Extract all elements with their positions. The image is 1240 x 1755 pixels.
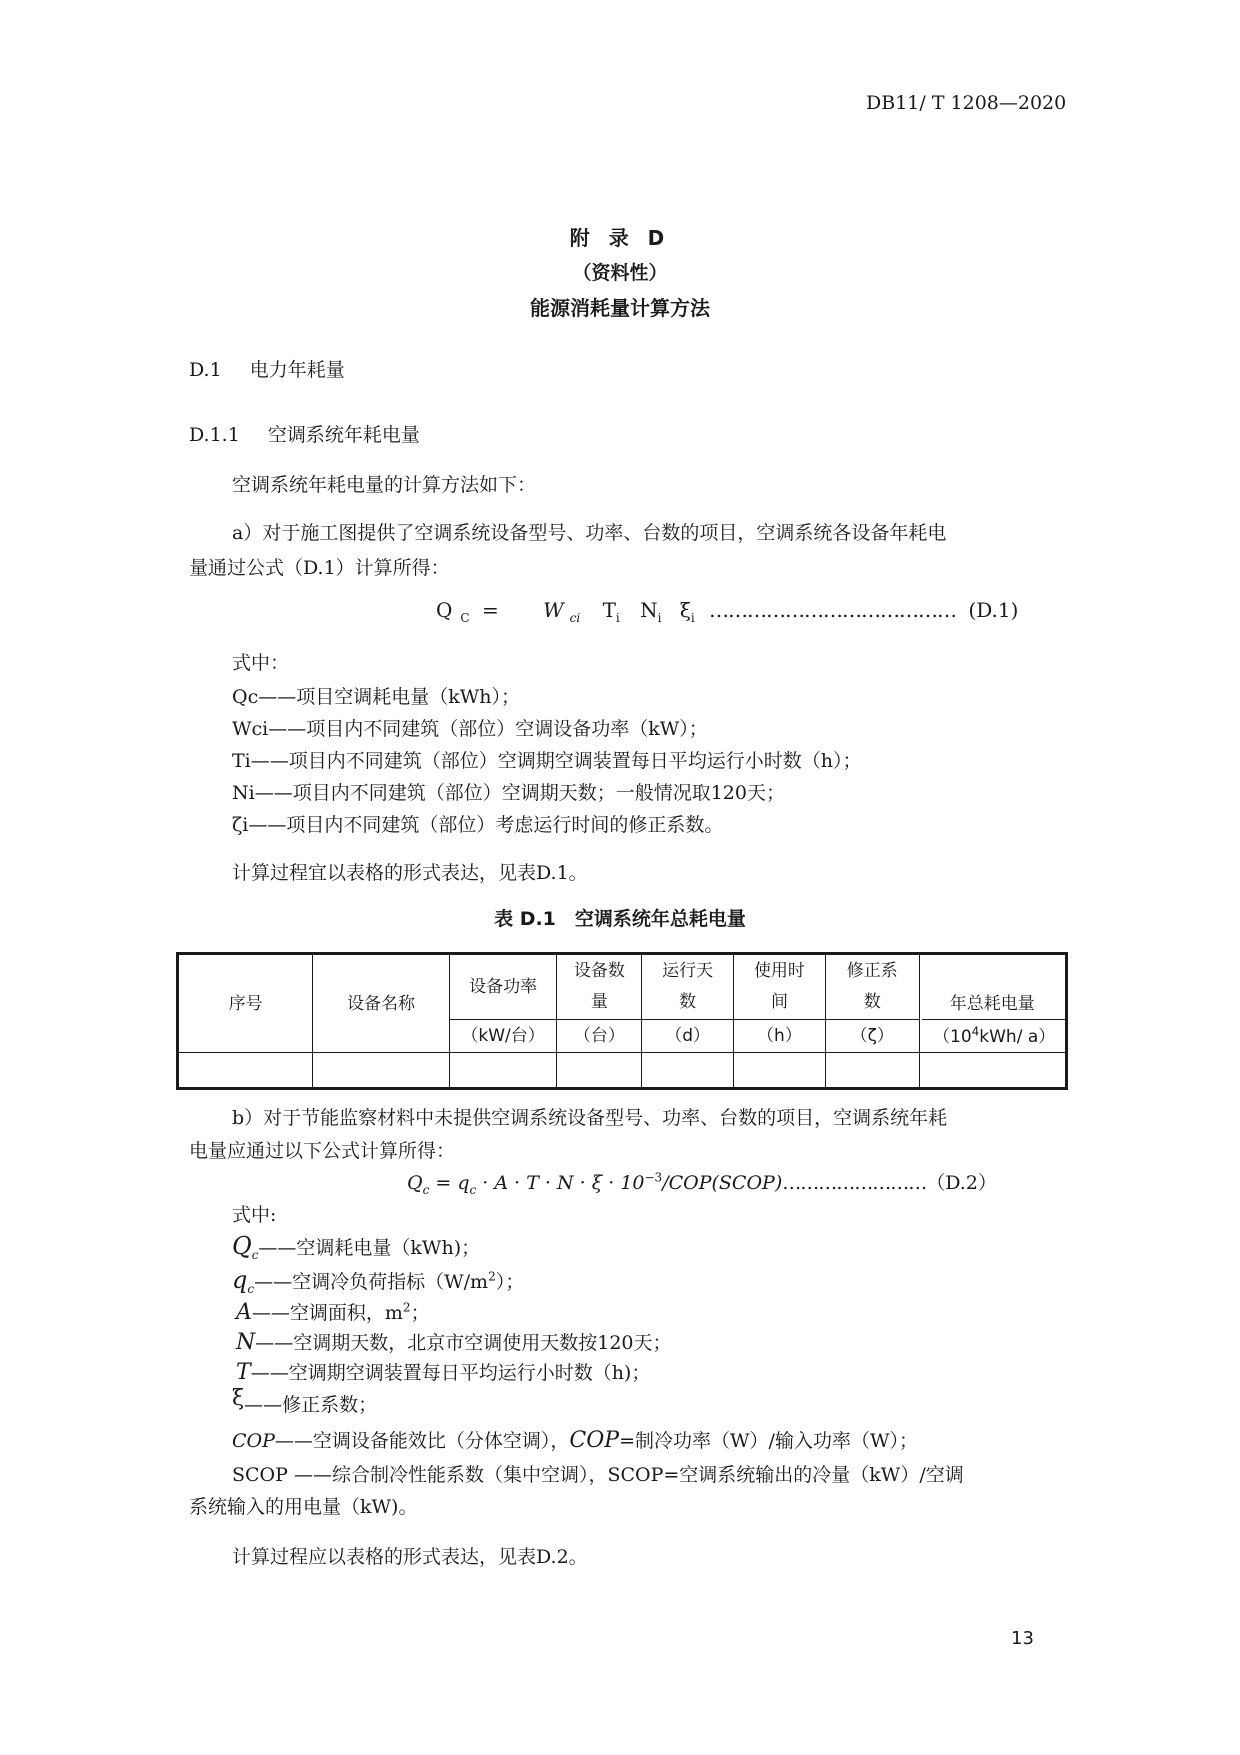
section-d11-number: D.1.1 [189, 424, 240, 446]
definition2-t [236, 1358, 650, 1385]
formula-d2-leader: …………………… [782, 1172, 927, 1194]
def2-a-post: ； [410, 1302, 430, 1324]
formula-d1-w-sub: ci [569, 611, 581, 625]
def2-n-text: ——空调期天数，北京市空调使用天数按120天； [255, 1332, 672, 1354]
formula-d2-lhs: Q [407, 1172, 423, 1194]
table-cell [825, 1053, 919, 1089]
cop-text-2: =制冷功率（W）/输入功率（W）； [619, 1430, 918, 1452]
formula-d1-xi-sub: i [690, 611, 695, 625]
header-equipment-count: 设备数量 [557, 954, 642, 1020]
def2-qcl-sup: 2 [488, 1269, 496, 1284]
appendix-nature: （资料性） [572, 262, 668, 284]
unit-power: （kW/台） [449, 1020, 557, 1053]
table-cell [919, 1053, 1066, 1089]
formula-d1-lhs: Q [436, 598, 453, 622]
formula-d1-w: W [543, 598, 564, 622]
table-cell [642, 1053, 734, 1089]
intro-paragraph: 空调系统年耗电量的计算方法如下： [232, 474, 537, 496]
cop-symbol-2: COP [569, 1428, 620, 1453]
formula-d1 [436, 598, 1018, 625]
def2-qcl-sub: c [247, 1281, 255, 1296]
def2-a-pre: ——空调面积，m [251, 1302, 403, 1324]
unit-annual-pre: （10 [933, 1027, 972, 1047]
table-d1 [176, 952, 1068, 1090]
formula-d2-equals: = [435, 1172, 452, 1194]
formula-d1-t: T [602, 598, 616, 622]
def2-xi-sym: ξ [232, 1386, 245, 1411]
def2-qcl-post: ）； [495, 1271, 525, 1293]
formula-d2-tail: /COP(SCOP) [662, 1172, 783, 1194]
def2-t-sym: T [236, 1360, 251, 1385]
section-d11-title: 空调系统年耗电量 [267, 424, 420, 446]
header-equipment-name: 设备名称 [313, 954, 449, 1053]
section-d11 [189, 420, 420, 447]
def2-qc-sub: c [251, 1247, 259, 1262]
definition2-a [236, 1298, 430, 1325]
document-code: DB11/ T 1208—2020 [866, 92, 1067, 114]
unit-count: （台） [557, 1020, 642, 1053]
section-d1-title: 电力年耗量 [249, 359, 345, 381]
def2-n-sym: N [236, 1330, 256, 1355]
definition2-qc-lower [232, 1266, 524, 1296]
appendix-title: 附 录 D [569, 226, 671, 250]
scop-line1: SCOP ——综合制冷性能系数（集中空调），SCOP=空调系统输出的冷量（kW）/空调 [232, 1464, 964, 1486]
formula-d1-leader: ………………………………… [709, 598, 957, 622]
table-empty-row [178, 1053, 1067, 1089]
formula-d2-ref: （D.2） [926, 1172, 997, 1194]
page-number: 13 [1011, 1628, 1034, 1649]
table-cell [449, 1053, 557, 1089]
where-label-2: 式中: [232, 1204, 277, 1226]
definition-ti: Ti——项目内不同建筑（部位）空调期空调装置每日平均运行小时数（h）； [232, 750, 862, 772]
def2-xi-text: ——修正系数； [244, 1394, 378, 1416]
unit-correction: （ζ） [825, 1020, 919, 1053]
case-a-line2: 量通过公式（D.1）计算所得： [189, 557, 450, 579]
header-annual-consumption: 年总耗电量 [919, 954, 1066, 1053]
def2-qc-sym: Q [232, 1232, 252, 1260]
header-operating-days: 运行天数 [642, 954, 734, 1020]
table-cell [557, 1053, 642, 1089]
def2-qc-text: ——空调耗电量（kWh)； [258, 1237, 481, 1259]
definition-qc: Qc——项目空调耗电量（kWh）； [232, 686, 520, 708]
header-serial-number: 序号 [178, 954, 313, 1053]
def2-a-sup: 2 [402, 1300, 411, 1315]
definition-zeta: ζi——项目内不同建筑（部位）考虑运行时间的修正系数。 [232, 814, 724, 836]
header-usage-time: 使用时间 [734, 954, 826, 1020]
def2-a-sym: A [236, 1300, 252, 1325]
scop-line2: 系统输入的用电量（kW)。 [189, 1496, 418, 1518]
case-b-line2: 电量应通过以下公式计算所得： [189, 1140, 456, 1162]
formula-d1-lhs-sub: C [460, 611, 470, 625]
header-correction-factor: 修正系数 [825, 954, 919, 1020]
table-cell [178, 1053, 313, 1089]
table-header-row [178, 954, 1067, 1020]
definition-ni: Ni——项目内不同建筑（部位）空调期天数；一般情况取120天； [232, 782, 785, 804]
unit-annual-consumption [933, 1022, 1055, 1047]
unit-hours: （h） [734, 1020, 826, 1053]
formula-d1-n: N [640, 598, 658, 622]
formula-d2-lhs-sub: c [422, 1182, 430, 1197]
case-b-line1: b）对于节能监察材料中未提供空调系统设备型号、功率、台数的项目，空调系统年耗 [232, 1107, 948, 1129]
definition2-qc [232, 1232, 480, 1262]
def2-qcl-sym: q [232, 1266, 248, 1294]
def2-t-text: ——空调期空调装置每日平均运行小时数（h)； [250, 1362, 651, 1384]
unit-row-divider [922, 1019, 1068, 1020]
formula-d2 [407, 1168, 997, 1197]
definition2-xi [232, 1386, 378, 1417]
definition2-n [236, 1328, 672, 1355]
definition-wci: Wci——项目内不同建筑（部位）空调设备功率（kW）； [232, 718, 708, 740]
table-d1-caption: 表 D.1 空调系统年总耗电量 [494, 908, 746, 930]
unit-annual-post: kWh/ a） [979, 1027, 1056, 1047]
formula-d2-q: q [457, 1172, 470, 1194]
cop-symbol: COP [232, 1430, 275, 1452]
where-label-1: 式中： [232, 652, 290, 674]
section-d1 [189, 355, 345, 382]
unit-annual-sup: 4 [971, 1024, 980, 1039]
table-note-2: 计算过程应以表格的形式表达，见表D.2。 [232, 1546, 588, 1568]
header-equipment-power: 设备功率 [449, 954, 557, 1020]
table-note-1: 计算过程宜以表格的形式表达，见表D.1。 [232, 862, 588, 884]
case-a-line1: a）对于施工图提供了空调系统设备型号、功率、台数的项目，空调系统各设备年耗电 [232, 522, 947, 544]
section-d1-number: D.1 [189, 359, 222, 381]
cop-text: ——空调设备能效比（分体空调）， [274, 1430, 570, 1452]
table-cell [313, 1053, 449, 1089]
formula-d1-ref: (D.1) [968, 598, 1019, 622]
def2-qcl-pre: ——空调冷负荷指标（W/m [254, 1271, 489, 1293]
cop-definition [232, 1426, 918, 1453]
formula-d2-exp: −3 [644, 1170, 663, 1185]
formula-d2-body: · A · T · N · ξ · 10 [482, 1172, 645, 1194]
table-cell [734, 1053, 826, 1089]
formula-d1-equals: = [481, 598, 499, 622]
formula-d1-t-sub: i [615, 611, 620, 625]
formula-d1-xi: ξ [679, 598, 691, 622]
unit-days: （d） [642, 1020, 734, 1053]
appendix-name: 能源消耗量计算方法 [530, 296, 710, 320]
formula-d2-q-sub: c [469, 1182, 477, 1197]
formula-d1-n-sub: i [657, 611, 662, 625]
